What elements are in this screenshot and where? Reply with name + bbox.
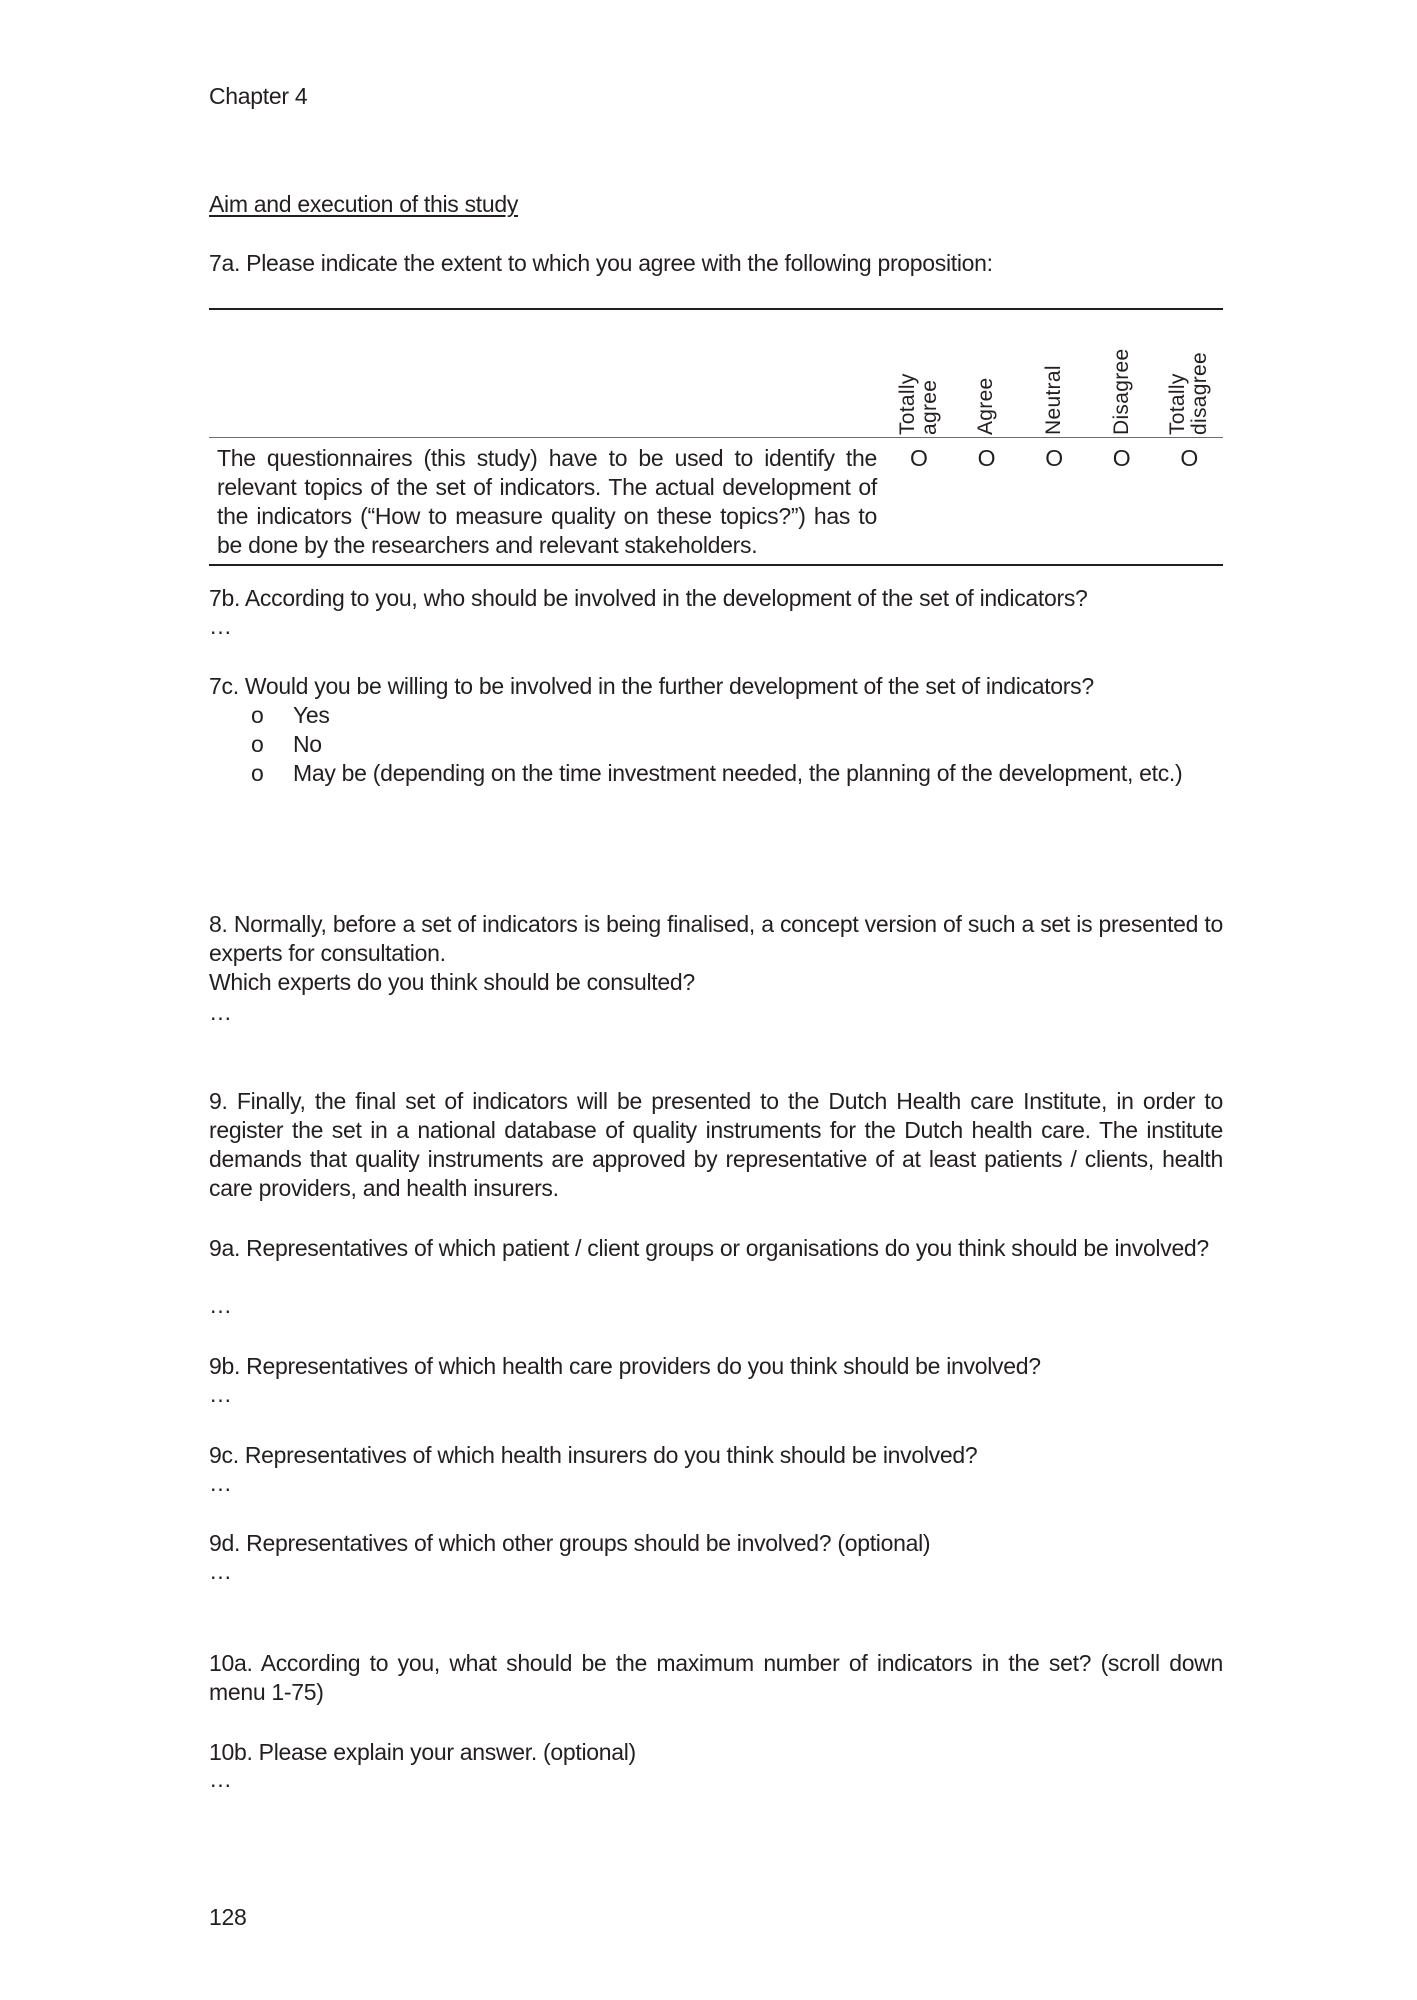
question-8 <box>209 910 1223 997</box>
column-label-line: Disagree <box>1109 348 1133 435</box>
question-9a: 9a. Representatives of which patient / client groups or organisations do you think should be involved? <box>209 1235 1209 1261</box>
question-9b: 9b. Representatives of which health care providers do you think should be involved? <box>209 1353 1041 1379</box>
question-9d: 9d. Representatives of which other groups should be involved? (optional) <box>209 1530 931 1556</box>
question-8-intro: 8. Normally, before a set of indicators is being finalised, a concept version of such a set is presented to experts for consultation. <box>209 911 1223 966</box>
question-8-prompt: Which experts do you think should be consulted? <box>209 969 695 995</box>
question-7b: 7b. According to you, who should be involved in the development of the set of indicators? <box>209 585 1088 611</box>
proposition-header <box>209 309 885 437</box>
table-row <box>209 437 1223 565</box>
radio-neutral[interactable]: O <box>1045 444 1063 471</box>
section-heading: Aim and execution of this study <box>209 191 519 217</box>
column-header-neutral <box>1020 309 1088 437</box>
answer-9c-input[interactable]: … <box>209 1470 233 1496</box>
question-7c-options <box>209 701 1223 788</box>
column-label-line: Totally <box>895 372 919 435</box>
answer-8-input[interactable]: … <box>209 999 233 1025</box>
answer-9b-input[interactable]: … <box>209 1381 233 1407</box>
column-label-line: Agree <box>974 376 998 435</box>
column-label-line: agree <box>917 379 941 435</box>
radio-disagree[interactable]: O <box>1112 444 1131 471</box>
radio-totally-agree[interactable]: O <box>910 444 928 471</box>
column-label-line: Neutral <box>1042 364 1065 435</box>
option-label: May be (depending on the time investment needed, the planning of the development, etc.) <box>293 760 1183 786</box>
question-7c: 7c. Would you be willing to be involved in the further development of the set of indicators? <box>209 673 1094 699</box>
radio-agree[interactable]: O <box>977 444 996 471</box>
question-9-intro: 9. Finally, the final set of indicators will be presented to the Dutch Health care Institute, in order to register the set in a national database of quality instruments for the Dutch health care. The institute demands that quality instruments are approved by representative of at least patients / clients, health care providers, and health insurers. <box>209 1088 1223 1201</box>
radio-bullet-icon[interactable]: o <box>251 731 264 757</box>
answer-9d-input[interactable]: … <box>209 1558 233 1584</box>
proposition-text: The questionnaires (this study) have to be used to identify the relevant topics of the set of indicators. The actual development of the indicators (“How to measure quality on these topics?”) has to be done by the researchers and relevant stakeholders. <box>217 444 878 558</box>
answer-9a-input[interactable]: … <box>209 1292 233 1318</box>
radio-totally-disagree[interactable]: O <box>1180 444 1198 471</box>
column-label-line: Totally <box>1166 372 1190 435</box>
answer-7b-input[interactable]: … <box>209 613 233 639</box>
option-no[interactable] <box>209 730 1223 759</box>
option-label: No <box>293 731 322 757</box>
option-maybe[interactable] <box>209 759 1223 788</box>
question-9c: 9c. Representatives of which health insurers do you think should be involved? <box>209 1442 978 1468</box>
option-label: Yes <box>293 702 330 728</box>
option-yes[interactable] <box>209 701 1223 730</box>
radio-bullet-icon[interactable]: o <box>251 702 264 728</box>
likert-table <box>209 308 1223 566</box>
column-header-totally-disagree <box>1155 309 1223 437</box>
column-header-agree <box>953 309 1021 437</box>
radio-bullet-icon[interactable]: o <box>251 760 264 786</box>
column-label-line: disagree <box>1188 351 1212 435</box>
column-header-totally-agree <box>885 309 953 437</box>
answer-10b-input[interactable]: … <box>209 1766 233 1792</box>
question-7a: 7a. Please indicate the extent to which you agree with the following proposition: <box>209 250 993 276</box>
chapter-header: Chapter 4 <box>209 83 308 109</box>
question-10a: 10a. According to you, what should be the maximum number of indicators in the set? (scroll down menu 1-75) <box>209 1650 1223 1705</box>
likert-header-row <box>209 309 1223 437</box>
question-10b: 10b. Please explain your answer. (optional) <box>209 1739 636 1765</box>
column-header-disagree <box>1088 309 1156 437</box>
page-number: 128 <box>209 1904 247 1930</box>
